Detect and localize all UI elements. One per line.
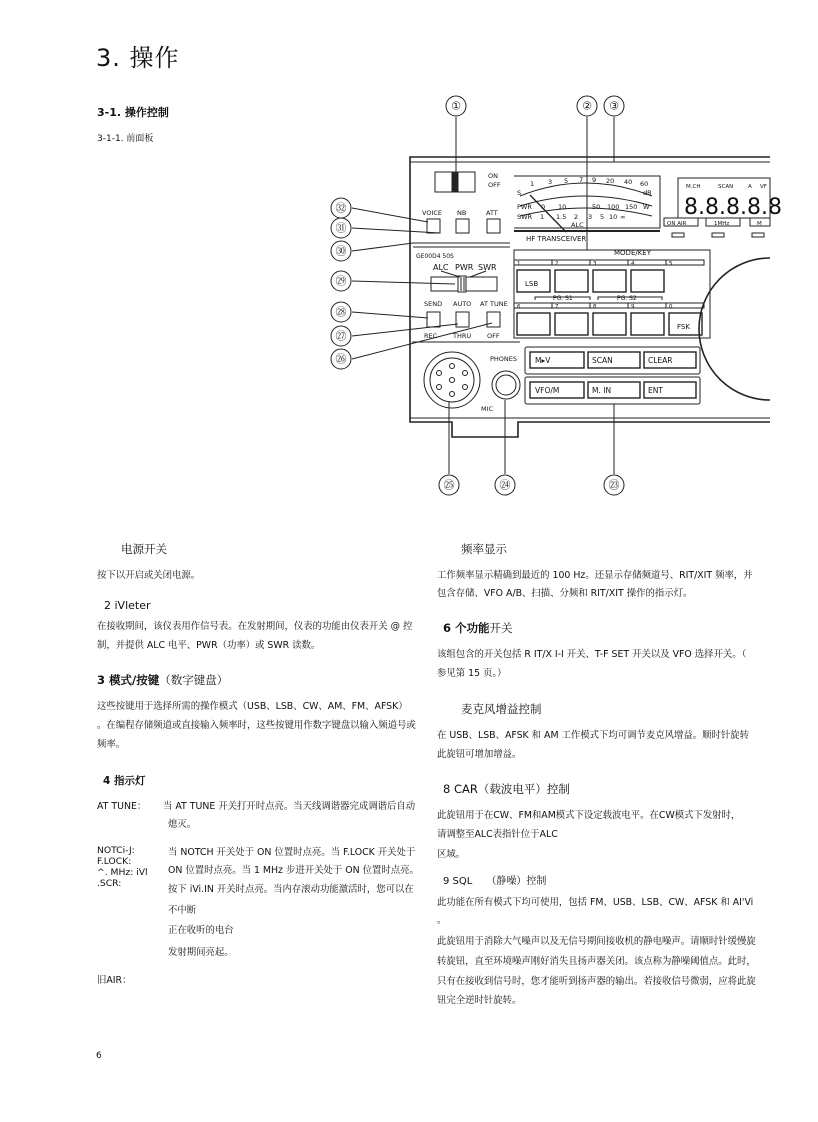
meter-top-3: 3 — [548, 178, 553, 186]
callout-1: ① — [451, 99, 461, 113]
car-text-3: 区域。 — [437, 849, 466, 860]
notch-text-4: 不中断 — [168, 905, 197, 916]
meter-top-40: 40 — [624, 178, 633, 186]
on-air-indicator-label: 旧AIR： — [97, 975, 132, 986]
notch-text-2: ON 位置时点亮。当 1 MHz 步进开关处于 ON 位置时点亮。 — [168, 865, 419, 876]
clear-key-label: CLEAR — [648, 356, 673, 365]
car-text-1: 此旋钮用于在CW、FM和AM模式下设定载波电平。在CW模式下发射时， — [437, 810, 741, 821]
page-number: 6 — [96, 1051, 102, 1061]
pg-s1-label: PG. S1 — [553, 295, 573, 302]
sql-text-3: 此旋钮用于消除大气噪声以及无信号期间接收机的静电噪声。请顺时针缓慢旋 — [437, 936, 756, 947]
freq-display-text-2: 包含存储、VFO A/B、扫描、分频和 RIT/XIT 操作的指示灯。 — [437, 588, 693, 599]
meter-top-9: 9 — [592, 176, 597, 184]
callout-26: ㉖ — [335, 352, 347, 366]
callout-32: ㉜ — [335, 201, 347, 215]
display-label-a: A — [748, 184, 752, 190]
indicators-title: 4 指示灯 — [103, 775, 146, 787]
meter-pwr-50: 50 — [592, 203, 601, 211]
auto-label: AUTO — [453, 300, 472, 308]
key-num-0: 0 — [669, 304, 673, 310]
indicator-label-flock: F.LOCK: — [97, 856, 132, 867]
mic-gain-text-2: 此旋钮可增加增益。 — [437, 749, 522, 760]
section-heading: 3-1. 操作控制 — [97, 106, 169, 119]
voice-label: VOICE — [422, 209, 443, 217]
sql-title — [443, 872, 546, 887]
front-panel-diagram — [0, 0, 818, 520]
display-label-scan: SCAN — [718, 184, 734, 190]
callout-24: ㉔ — [499, 478, 511, 492]
notch-text-6: 发射期间亮起。 — [168, 947, 234, 958]
mode-key-title — [97, 672, 228, 688]
rec-label: REC — [424, 332, 438, 340]
nb-label: NB — [457, 209, 467, 217]
mode-key-text-3: 频率。 — [97, 739, 126, 750]
callout-31: ㉛ — [335, 221, 347, 235]
phones-label: PHONES — [490, 355, 518, 363]
on-label: ON — [488, 172, 498, 180]
callout-25: ㉕ — [443, 478, 455, 492]
meter-title: 2 iVleter — [104, 599, 151, 612]
lsb-key-label: LSB — [525, 280, 539, 288]
meter-swr-1: 1 — [540, 213, 545, 221]
meter-top-20: 20 — [606, 177, 615, 185]
status-on-air: ON AIR — [667, 221, 687, 227]
meter-top-60: 60 — [640, 180, 649, 188]
meter-text-1: 在接收期间，该仪表用作信号表。在发射期间，仪表的功能由仪表开关 @ 控 — [97, 621, 413, 632]
sql-text-4: 转旋钮，直至环境噪声刚好消失且扬声器关闭。该点称为静噪阈值点。此时， — [437, 956, 756, 967]
key-num-3: 3 — [593, 261, 597, 267]
car-text-2: 请调整至ALC表指针位于ALC — [437, 829, 558, 840]
at-off-label: OFF — [487, 332, 500, 340]
display-label-mch: M.CH — [686, 184, 701, 190]
function-switch-text-2: 参见第 15 页。） — [437, 668, 507, 679]
meter-swr-5: 5 — [600, 213, 605, 221]
at-tune-indicator-text-1: 当 AT TUNE 开关打开时点亮。当天线调谐器完成调谐后自动 — [163, 801, 416, 812]
meter-swr-10: 10 — [609, 213, 618, 221]
meter-swr-15: 1.5 — [556, 213, 567, 221]
meter-db: dB — [643, 189, 652, 197]
fsk-key-label: FSK — [677, 323, 690, 331]
key-num-9: 9 — [631, 304, 635, 310]
thru-label: THRU — [453, 332, 472, 340]
mode-key-label: MODE/KEY — [614, 249, 652, 257]
meter-pwr-150: 150 — [625, 203, 638, 211]
mic-gain-text-1: 在 USB、LSB、AFSK 和 AM 工作模式下均可调节麦克风增益。顺时针旋转 — [437, 730, 750, 741]
meter-top-1: 1 — [530, 180, 535, 188]
callout-2: ② — [582, 99, 592, 113]
function-switch-title — [443, 620, 513, 636]
indicator-label-mhz: ^. MHz: iVl — [97, 867, 148, 878]
sql-text-2: 。 — [437, 915, 447, 926]
key-num-6: 6 — [517, 304, 521, 310]
mic-gain-title: 麦克风增益控制 — [461, 702, 542, 716]
sql-text-1: 此功能在所有模式下均可使用，包括 FM、USB、LSB、CW、AFSK 和 AI'Vi — [437, 897, 754, 908]
meter-swr-3: 3 — [588, 213, 593, 221]
vfom-key-label: VFO/M — [535, 386, 560, 395]
key-num-4: 4 — [631, 261, 635, 267]
sql-text-5: 只有在接收到信号时，您才能听到扬声器的输出。若接收信号微弱，应将此旋 — [437, 976, 756, 987]
pwr-label: PWR — [455, 263, 474, 272]
alc-label: ALC — [433, 263, 449, 272]
key-num-5: 5 — [669, 261, 673, 267]
sql-title-b: （静噪）控制 — [486, 876, 547, 887]
power-switch-text: 按下以开启或关闭电源。 — [97, 570, 201, 581]
freq-display-title: 频率显示 — [461, 542, 507, 556]
function-switch-title-rest: 开关 — [489, 621, 513, 635]
key-num-8: 8 — [593, 304, 597, 310]
meter-pwr-w: W — [643, 203, 650, 211]
mode-key-text-2: 。在编程存储频道或直接输入频率时，这些按键用作数字键盘以输入频道号或 — [97, 720, 416, 731]
pg-s2-label: PG. S2 — [617, 295, 637, 302]
meter-pwr-100: 100 — [607, 203, 620, 211]
meter-pwr-label: PWR — [517, 203, 532, 211]
meter-top-7: 7 — [579, 176, 584, 184]
scan-key-label: SCAN — [592, 356, 613, 365]
at-tune-indicator-label: AT TUNE： — [97, 801, 147, 812]
callout-23: ㉓ — [608, 478, 620, 492]
send-label: SEND — [424, 300, 443, 308]
meter-pwr-0: 0 — [541, 203, 546, 211]
subsection-heading: 3-1-1. 前面板 — [97, 134, 154, 144]
car-title: 8 CAR（载波电平）控制 — [443, 782, 570, 796]
sql-title-a: 9 SQL — [443, 876, 473, 887]
at-tune-label: AT TUNE — [480, 300, 508, 308]
off-label: OFF — [488, 181, 501, 189]
status-1mhz: 1MHz — [714, 221, 730, 227]
indicator-label-notch: NOTCi-J: — [97, 845, 135, 856]
swr-label: SWR — [478, 263, 497, 272]
at-tune-indicator-text-2: 熄灭。 — [168, 819, 197, 830]
meter-s: S — [517, 189, 522, 197]
callout-28: ㉘ — [335, 305, 347, 319]
display-digits: 8.8.8.8.8 — [684, 195, 782, 220]
callout-30: ㉚ — [335, 244, 347, 258]
min-key-label: M. IN — [592, 386, 612, 395]
meter-top-5: 5 — [564, 177, 569, 185]
callout-27: ㉗ — [335, 329, 347, 343]
meter-swr-label: SWR — [517, 213, 533, 221]
page-heading: 3. 操作 — [96, 44, 180, 72]
notch-text-1: 当 NOTCH 开关处于 ON 位置时点亮。当 F.LOCK 开关处于 — [168, 847, 416, 858]
power-switch-title: 电源开关 — [121, 542, 167, 556]
indicator-label-scr: .SCR: — [97, 878, 122, 889]
meter-text-2: 制，并提供 ALC 电平、PWR（功率）或 SWR 读数。 — [97, 640, 321, 651]
freq-display-text-1: 工作频率显示精确到最近的 100 Hz。还显示存储频道号、RIT/XIT 频率，并 — [437, 570, 753, 581]
callout-29: ㉙ — [335, 274, 347, 288]
model-label: GE00D4 50S — [416, 253, 454, 260]
ent-key-label: ENT — [648, 386, 663, 395]
mode-key-title-rest: （数字键盘） — [159, 673, 229, 687]
mode-key-text-1: 这些按键用于选择所需的操作模式（USB、LSB、CW、AM、FM、AFSK） — [97, 701, 408, 712]
meter-swr-2: 2 — [574, 213, 579, 221]
status-m: M — [757, 221, 762, 227]
function-switch-title-bold: 6 个功能 — [443, 621, 490, 635]
mv-key-label: M▸V — [535, 356, 551, 365]
display-label-vf: VF — [760, 184, 767, 190]
transceiver-label: HF TRANSCEIVER — [526, 235, 587, 243]
meter-alc: ALC — [571, 221, 584, 229]
meter-swr-inf: ∞ — [620, 213, 626, 221]
att-label: ATT — [486, 209, 498, 217]
key-num-2: 2 — [555, 261, 559, 267]
function-switch-text-1: 该组包含的开关包括 R IT/X I-I 开关、T-F SET 开关以及 VFO 选择开关。（ — [437, 649, 747, 660]
callout-3: ③ — [609, 99, 619, 113]
mic-label: MIC — [481, 405, 494, 413]
key-num-1: 1 — [517, 261, 521, 267]
notch-text-5: 正在收听的电台 — [168, 925, 234, 936]
sql-text-6: 钮完全逆时针旋转。 — [437, 995, 522, 1006]
mode-key-title-bold: 3 模式/按键 — [97, 673, 160, 687]
notch-text-3: 按下 iVi.IN 开关时点亮。当内存滚动功能激活时，您可以在 — [168, 884, 414, 895]
meter-pwr-10: 10 — [558, 203, 567, 211]
key-num-7: 7 — [555, 304, 559, 310]
